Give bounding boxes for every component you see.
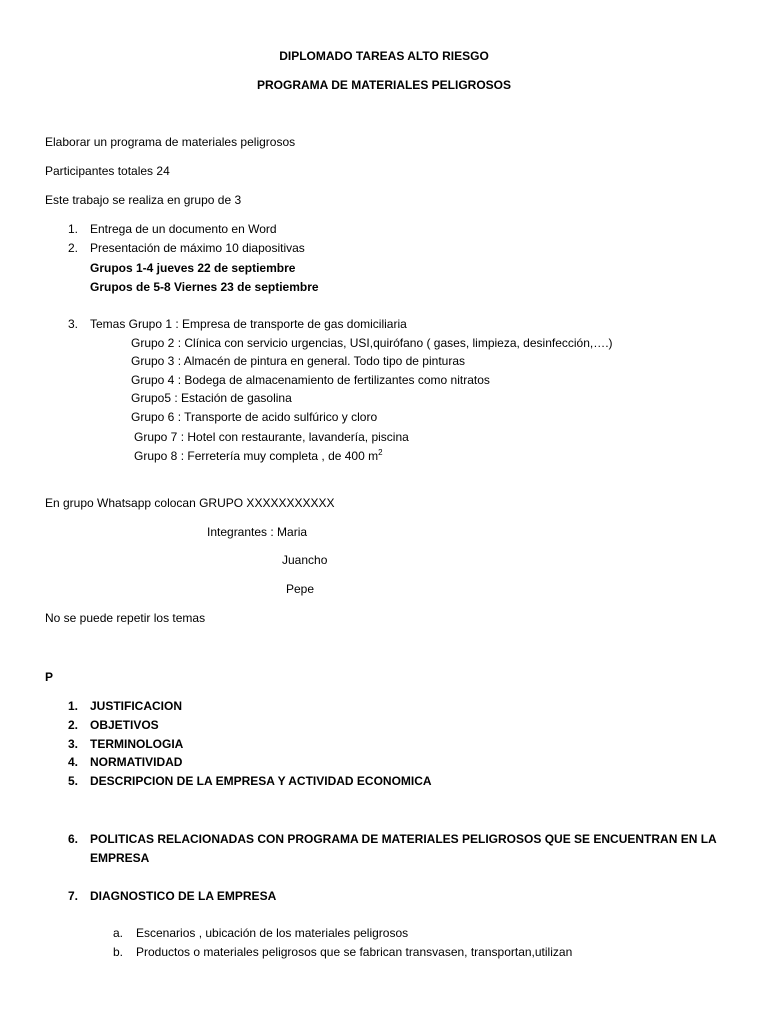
date-line: Grupos de 5-8 Viernes 23 de septiembre — [90, 280, 319, 294]
tema-line: Grupo 2 : Clínica con servicio urgencias, USI,quirófano ( gases, limpieza, desinfección,….) — [131, 336, 613, 350]
list-letter: a. — [113, 926, 124, 940]
member-name: Juancho — [282, 553, 328, 567]
tema-text: Grupo 8 : Ferretería muy completa , de 400 m — [134, 449, 379, 463]
list-number: 3. — [68, 737, 79, 751]
list-number: 2. — [68, 718, 79, 732]
member-name: Pepe — [286, 582, 315, 596]
document-subtitle: PROGRAMA DE MATERIALES PELIGROSOS — [256, 78, 511, 92]
date-line: Grupos 1-4 jueves 22 de septiembre — [90, 261, 296, 275]
list-number: 2. — [68, 241, 79, 255]
intro-line: Participantes totales 24 — [45, 164, 170, 178]
intro-line: Elaborar un programa de materiales peligrosos — [45, 135, 296, 149]
outline-item-continuation: EMPRESA — [90, 851, 150, 865]
sub-item: Productos o materiales peligrosos que se fabrican transvasen, transportan,utilizan — [136, 945, 573, 959]
tema-line: Grupo 3 : Almacén de pintura en general. Todo tipo de pinturas — [131, 354, 466, 368]
integrantes-line: Integrantes : Maria — [207, 525, 308, 539]
outline-item: TERMINOLOGIA — [90, 737, 184, 751]
tema-line: Grupo 4 : Bodega de almacenamiento de fertilizantes como nitratos — [131, 373, 490, 387]
tema-line: Grupo5 : Estación de gasolina — [131, 391, 292, 405]
outline-item: JUSTIFICACION — [90, 699, 183, 713]
tema-line — [134, 449, 383, 463]
note-line: No se puede repetir los temas — [45, 611, 206, 625]
document-title: DIPLOMADO TAREAS ALTO RIESGO — [279, 49, 489, 63]
outline-item: OBJETIVOS — [90, 718, 159, 732]
list-letter: b. — [113, 945, 124, 959]
list-item: Entrega de un documento en Word — [90, 222, 277, 236]
outline-item: POLITICAS RELACIONADAS CON PROGRAMA DE MATERIALES PELIGROSOS QUE SE ENCUENTRAN EN LA — [90, 832, 717, 846]
list-number: 7. — [68, 889, 79, 903]
list-number: 3. — [68, 317, 79, 331]
outline-item: NORMATIVIDAD — [90, 755, 183, 769]
list-item: Presentación de máximo 10 diapositivas — [90, 241, 305, 255]
whatsapp-line: En grupo Whatsapp colocan GRUPO XXXXXXXXXXX — [45, 496, 335, 510]
outline-item: DESCRIPCION DE LA EMPRESA Y ACTIVIDAD ECONOMICA — [90, 774, 432, 788]
tema-line: Grupo 6 : Transporte de acido sulfúrico y cloro — [131, 410, 378, 424]
tema-line: Grupo 7 : Hotel con restaurante, lavandería, piscina — [134, 430, 409, 444]
superscript: 2 — [378, 448, 383, 457]
tema-line: Temas Grupo 1 : Empresa de transporte de gas domiciliaria — [90, 317, 407, 331]
list-number: 5. — [68, 774, 79, 788]
outline-item: DIAGNOSTICO DE LA EMPRESA — [90, 889, 277, 903]
section-letter: P — [45, 670, 54, 684]
list-number: 1. — [68, 222, 79, 236]
list-number: 4. — [68, 755, 79, 769]
intro-line: Este trabajo se realiza en grupo de 3 — [45, 193, 242, 207]
list-number: 6. — [68, 832, 79, 846]
list-number: 1. — [68, 699, 79, 713]
sub-item: Escenarios , ubicación de los materiales peligrosos — [136, 926, 409, 940]
